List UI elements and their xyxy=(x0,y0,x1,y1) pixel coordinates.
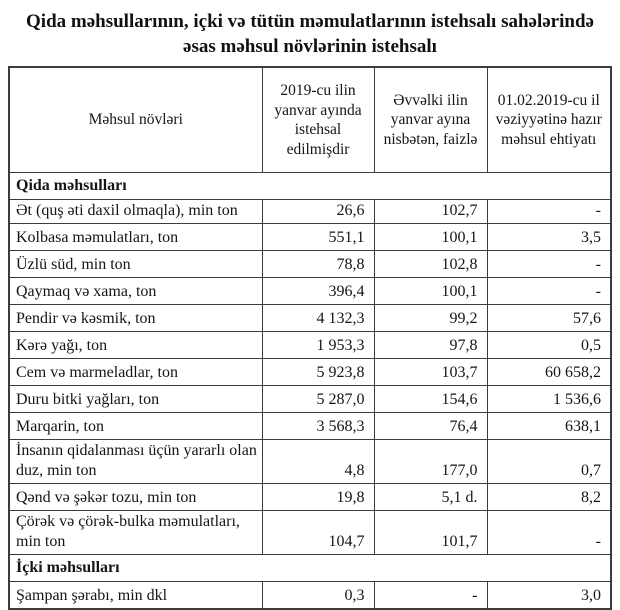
percent-value: 100,1 xyxy=(374,278,487,305)
produced-value: 104,7 xyxy=(262,511,374,555)
section-label: İçki məhsulları xyxy=(9,555,611,582)
stock-value: 0,5 xyxy=(487,332,611,359)
produced-value: 1 953,3 xyxy=(262,332,374,359)
produced-value: 4,8 xyxy=(262,440,374,484)
table-row xyxy=(9,511,611,555)
percent-value: 76,4 xyxy=(374,413,487,440)
product-name: Kolbasa məmulatları, ton xyxy=(9,224,262,251)
table-row xyxy=(9,305,611,332)
produced-value: 19,8 xyxy=(262,484,374,511)
percent-value: 99,2 xyxy=(374,305,487,332)
stock-value: 3,0 xyxy=(487,582,611,610)
stock-value: 638,1 xyxy=(487,413,611,440)
table-row xyxy=(9,251,611,278)
stock-value: 57,6 xyxy=(487,305,611,332)
stock-value: - xyxy=(487,200,611,224)
stock-value: 1 536,6 xyxy=(487,386,611,413)
produced-value: 5 287,0 xyxy=(262,386,374,413)
page-title: Qida məhsullarının, içki və tütün məmulatlarının istehsalı sahələrində əsas məhsul növlərinin istehsalı xyxy=(26,11,594,58)
product-name: Kərə yağı, ton xyxy=(9,332,262,359)
product-name: Çörək və çörək-bulka məmulatları, min ton xyxy=(9,511,262,555)
product-name: Duru bitki yağları, ton xyxy=(9,386,262,413)
table-row xyxy=(9,224,611,251)
percent-value: 5,1 d. xyxy=(374,484,487,511)
product-name: Üzlü süd, min ton xyxy=(9,251,262,278)
percent-value: 101,7 xyxy=(374,511,487,555)
stock-value: 0,7 xyxy=(487,440,611,484)
table-row xyxy=(9,278,611,305)
produced-value: 551,1 xyxy=(262,224,374,251)
product-name: Şampan şərabı, min dkl xyxy=(9,582,262,610)
table-row xyxy=(9,440,611,484)
product-name: Qaymaq və xama, ton xyxy=(9,278,262,305)
percent-value: 102,8 xyxy=(374,251,487,278)
produced-value: 0,3 xyxy=(262,582,374,610)
product-name: Ət (quş əti daxil olmaqla), min ton xyxy=(9,200,262,224)
section-label: Qida məhsulları xyxy=(9,173,611,200)
stock-value: - xyxy=(487,278,611,305)
percent-value: 97,8 xyxy=(374,332,487,359)
table-row xyxy=(9,359,611,386)
column-header-stock-01-02-2019: 01.02.2019-cu il vəziyyətinə hazır məhsul ehtiyatı xyxy=(487,67,611,173)
percent-value: - xyxy=(374,582,487,610)
produced-value: 4 132,3 xyxy=(262,305,374,332)
produced-value: 78,8 xyxy=(262,251,374,278)
section-row-beverage-products xyxy=(9,555,611,582)
table-row xyxy=(9,582,611,610)
table-header-row xyxy=(9,67,611,173)
column-header-percent-vs-prev-year: Əvvəlki ilin yanvar ayına nisbətən, faizlə xyxy=(374,67,487,173)
product-name: Cem və marmeladlar, ton xyxy=(9,359,262,386)
percent-value: 102,7 xyxy=(374,200,487,224)
produced-value: 3 568,3 xyxy=(262,413,374,440)
stock-value: - xyxy=(487,251,611,278)
column-header-product-types: Məhsul növləri xyxy=(9,67,262,173)
stock-value: 3,5 xyxy=(487,224,611,251)
stock-value: 8,2 xyxy=(487,484,611,511)
produced-value: 26,6 xyxy=(262,200,374,224)
table-row xyxy=(9,200,611,224)
table-row xyxy=(9,413,611,440)
percent-value: 177,0 xyxy=(374,440,487,484)
table-row xyxy=(9,332,611,359)
table-row xyxy=(9,386,611,413)
percent-value: 154,6 xyxy=(374,386,487,413)
column-header-produced-jan-2019: 2019-cu ilin yanvar ayında istehsal edilmişdir xyxy=(262,67,374,173)
percent-value: 100,1 xyxy=(374,224,487,251)
stock-value: 60 658,2 xyxy=(487,359,611,386)
product-name: Qənd və şəkər tozu, min ton xyxy=(9,484,262,511)
produced-value: 5 923,8 xyxy=(262,359,374,386)
stock-value: - xyxy=(487,511,611,555)
product-name: Marqarin, ton xyxy=(9,413,262,440)
produced-value: 396,4 xyxy=(262,278,374,305)
product-name: İnsanın qidalanması üçün yararlı olan duz, min ton xyxy=(9,440,262,484)
table-row xyxy=(9,484,611,511)
percent-value: 103,7 xyxy=(374,359,487,386)
product-name: Pendir və kəsmik, ton xyxy=(9,305,262,332)
production-table xyxy=(8,66,612,610)
section-row-food-products xyxy=(9,173,611,200)
